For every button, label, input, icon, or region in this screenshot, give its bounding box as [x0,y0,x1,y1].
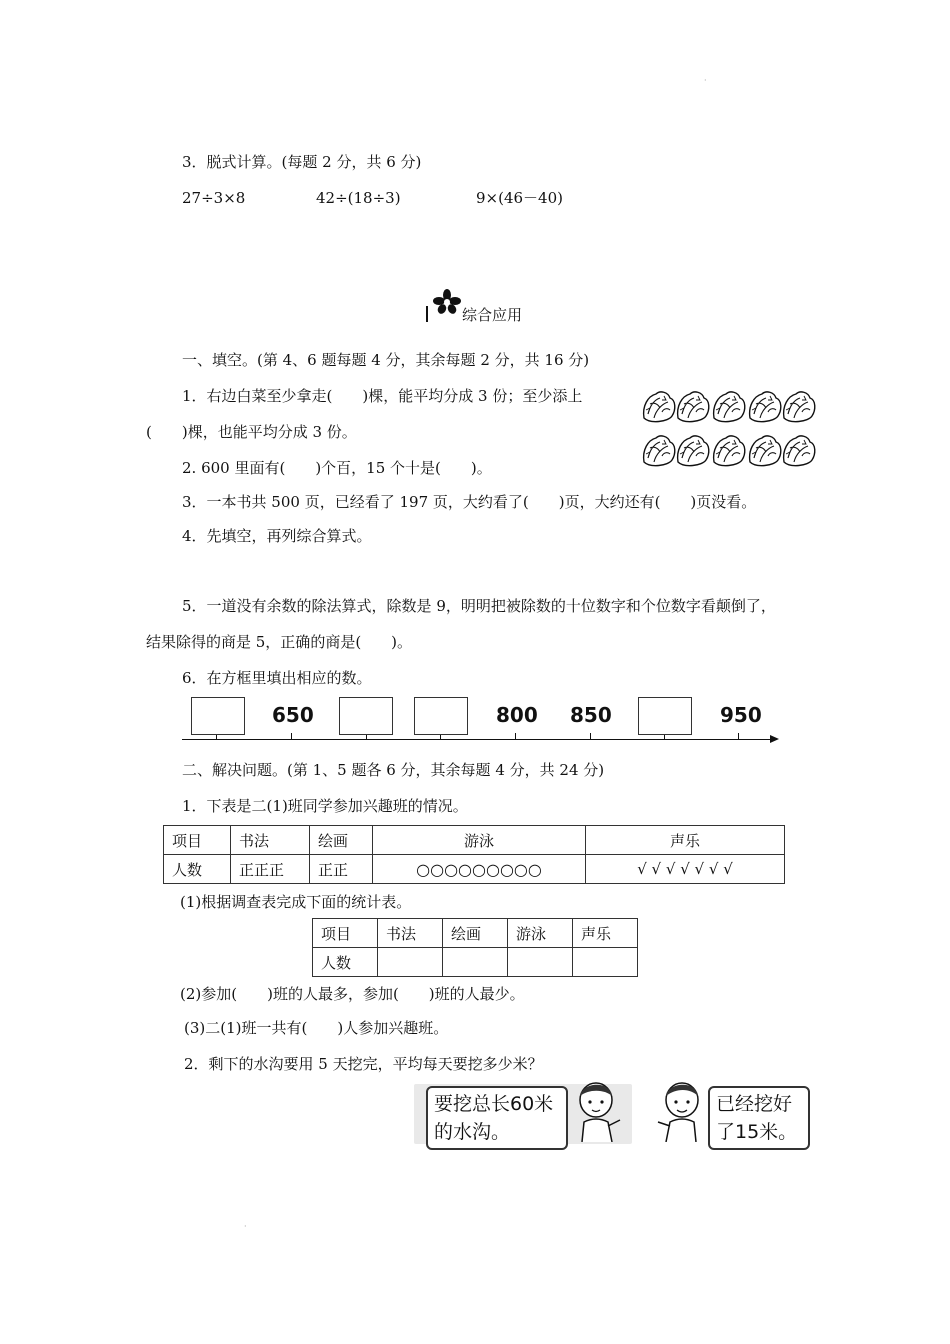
table-row [164,826,785,855]
bottom-dot: · [244,1222,247,1231]
number-line-tick [291,733,292,739]
survey-header-swimming: 游泳 [373,826,586,855]
answer-box-3[interactable] [414,697,468,735]
bubble-right-line2: 了15米。 [716,1121,798,1143]
part1-q3: 3．一本书共 500 页，已经看了 197 页，大约看了( )页，大约还有( )页没看。 [182,493,757,511]
table-row [313,919,638,948]
cabbage-illustration [640,388,816,474]
q3-title: 3．脱式计算。(每题 2 分，共 6 分) [182,153,422,171]
section-bar [426,306,428,322]
section-title: 综合应用 [462,306,523,324]
stat-cell-singing[interactable] [573,948,638,977]
q3-expr-2: 42÷(18÷3) [316,189,401,207]
survey-cell-painting: 正正 [310,855,373,884]
survey-cell-singing: √ √ √ √ √ √ √ [586,855,785,884]
stat-header-calligraphy: 书法 [378,919,443,948]
stat-cell-calligraphy[interactable] [378,948,443,977]
stat-header-singing: 声乐 [573,919,638,948]
number-label-850: 850 [570,703,612,727]
number-line-tick [738,733,739,739]
number-line-axis [182,739,772,740]
top-dot: · [704,76,707,85]
part1-q4: 4．先填空，再列综合算式。 [182,527,372,545]
survey-header-item: 项目 [164,826,231,855]
part2-sub3: (3)二(1)班一共有( )人参加兴趣班。 [184,1019,449,1037]
survey-header-painting: 绘画 [310,826,373,855]
stat-header-item: 项目 [313,919,378,948]
speech-bubble-left [426,1086,568,1150]
bubble-left-line1: 要挖总长60米 [434,1093,554,1115]
part2-sub2: (2)参加( )班的人最多，参加( )班的人最少。 [180,985,525,1003]
table-row [313,948,638,977]
survey-header-calligraphy: 书法 [231,826,310,855]
part2-q1: 1．下表是二(1)班同学参加兴趣班的情况。 [182,797,468,815]
part2-title: 二、解决问题。(第 1、5 题各 6 分，其余每题 4 分，共 24 分) [182,761,605,779]
part1-title: 一、填空。(第 4、6 题每题 4 分，其余每题 2 分，共 16 分) [182,351,590,369]
stat-cell-swimming[interactable] [508,948,573,977]
q3-expr-1: 27÷3×8 [182,189,246,207]
stat-header-swimming: 游泳 [508,919,573,948]
stat-header-painting: 绘画 [443,919,508,948]
speech-bubble-right [708,1086,810,1150]
stat-cell-painting[interactable] [443,948,508,977]
number-line-tick [590,733,591,739]
survey-header-singing: 声乐 [586,826,785,855]
flower-icon [432,288,462,316]
bubble-right-line1: 已经挖好 [716,1093,793,1115]
arrow-right-icon [770,734,780,744]
table-row [164,855,785,884]
stat-row-label: 人数 [313,948,378,977]
part2-q2: 2．剩下的水沟要用 5 天挖完，平均每天要挖多少米？ [184,1055,543,1073]
bubble-left-line2: 的水沟。 [434,1121,511,1143]
answer-box-1[interactable] [191,697,245,735]
number-label-650: 650 [272,703,314,727]
survey-cell-calligraphy: 正正正 [231,855,310,884]
boy-left-icon [568,1080,628,1142]
part1-q5-line2: 结果除得的商是 5，正确的商是( )。 [146,633,413,651]
part1-q1-line1: 1．右边白菜至少拿走( )棵，能平均分成 3 份；至少添上 [182,387,583,405]
part2-sub1: (1)根据调查表完成下面的统计表。 [180,893,412,911]
answer-box-4[interactable] [638,697,692,735]
part1-q6: 6．在方框里填出相应的数。 [182,669,372,687]
stat-table [312,918,638,977]
survey-row-label: 人数 [164,855,231,884]
number-line-tick [515,733,516,739]
survey-table [163,825,785,884]
part1-q1-line2: ( )棵，也能平均分成 3 份。 [146,423,357,441]
number-label-800: 800 [496,703,538,727]
part1-q2: 2. 600 里面有( )个百，15 个十是( )。 [182,459,492,477]
answer-box-2[interactable] [339,697,393,735]
boy-right-icon [650,1080,710,1142]
part1-q5-line1: 5．一道没有余数的除法算式，除数是 9，明明把被除数的十位数字和个位数字看颠倒了， [182,597,776,615]
number-label-950: 950 [720,703,762,727]
q3-expr-3: 9×(46－40) [476,189,563,207]
survey-cell-swimming: ○○○○○○○○○ [373,855,586,884]
